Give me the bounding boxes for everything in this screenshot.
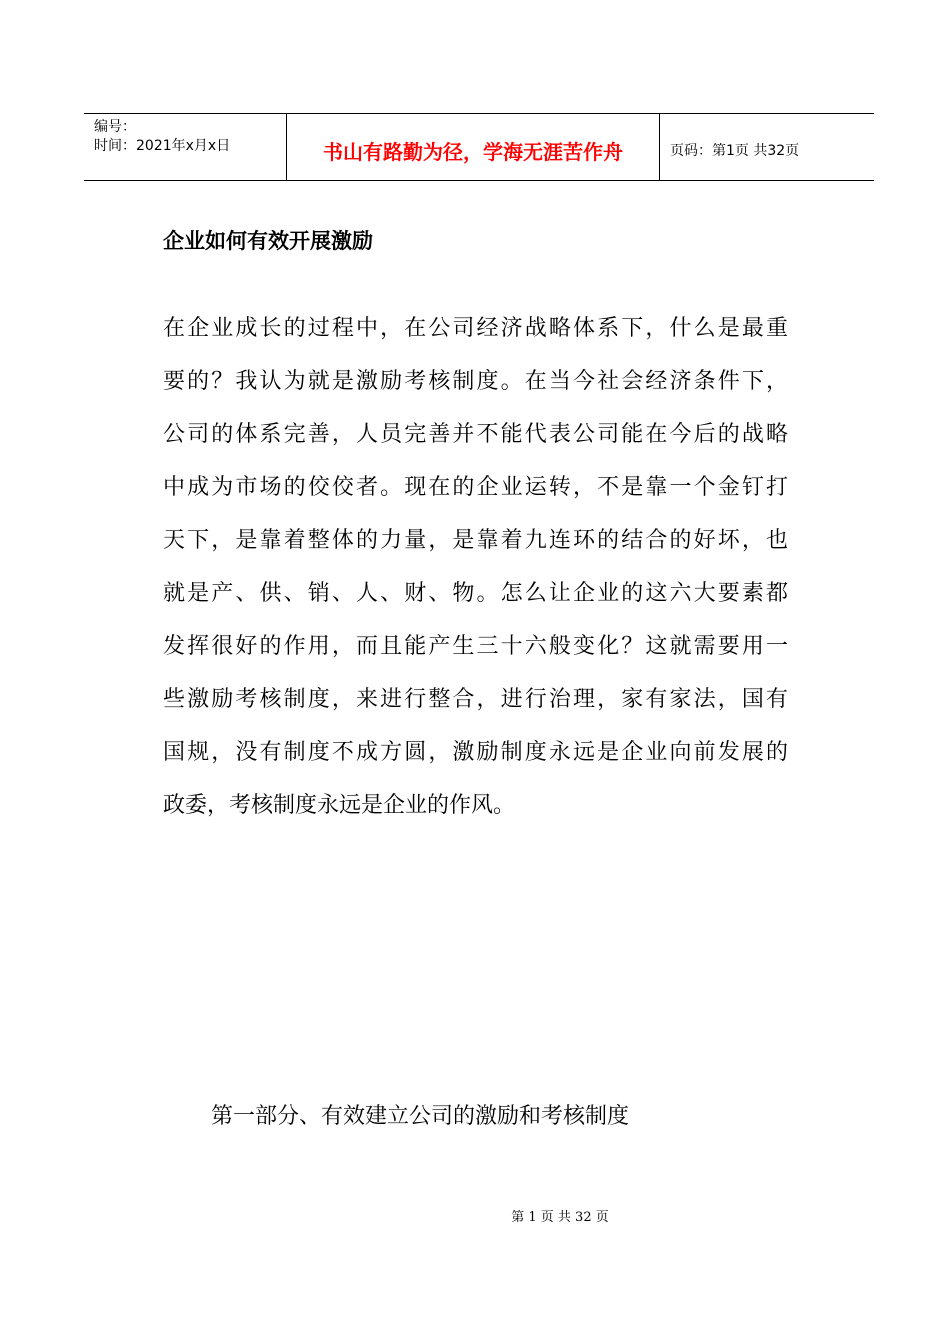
paragraph-line: 就是产、供、销、人、财、物。怎么让企业的这六大要素都	[163, 581, 788, 606]
section-heading: 第一部分、有效建立公司的激励和考核制度	[211, 1104, 630, 1129]
paragraph-line: 中成为市场的佼佼者。现在的企业运转，不是靠一个金钉打	[163, 475, 788, 500]
paragraph-line: 要的？我认为就是激励考核制度。在当今社会经济条件下，	[163, 369, 788, 394]
paragraph-line: 公司的体系完善，人员完善并不能代表公司能在今后的战略	[163, 422, 788, 447]
paragraph-line: 发挥很好的作用，而且能产生三十六般变化？这就需要用一	[163, 634, 788, 659]
body-paragraph	[163, 306, 788, 836]
paragraph-line: 在企业成长的过程中，在公司经济战略体系下，什么是最重	[163, 316, 788, 341]
document-number-label: 编号：	[94, 119, 136, 135]
header-page-info: 页码：第1页 共32页	[670, 143, 800, 159]
paragraph-line: 些激励考核制度，来进行整合，进行治理，家有家法，国有	[163, 687, 788, 712]
header-motto: 书山有路勤为径，学海无涯苦作舟	[286, 114, 660, 180]
paragraph-line: 政委，考核制度永远是企业的作风。	[163, 793, 516, 818]
paragraph-line: 国规，没有制度不成方圆，激励制度永远是企业向前发展的	[163, 740, 788, 765]
document-time-label: 时间：2021年x月x日	[94, 138, 231, 154]
header-meta	[84, 114, 286, 180]
document-title: 企业如何有效开展激励	[163, 229, 373, 253]
page-header	[84, 113, 874, 181]
page-footer: 第 1 页 共 32 页	[511, 1210, 609, 1225]
paragraph-line: 天下，是靠着整体的力量，是靠着九连环的结合的好坏，也	[163, 528, 788, 553]
